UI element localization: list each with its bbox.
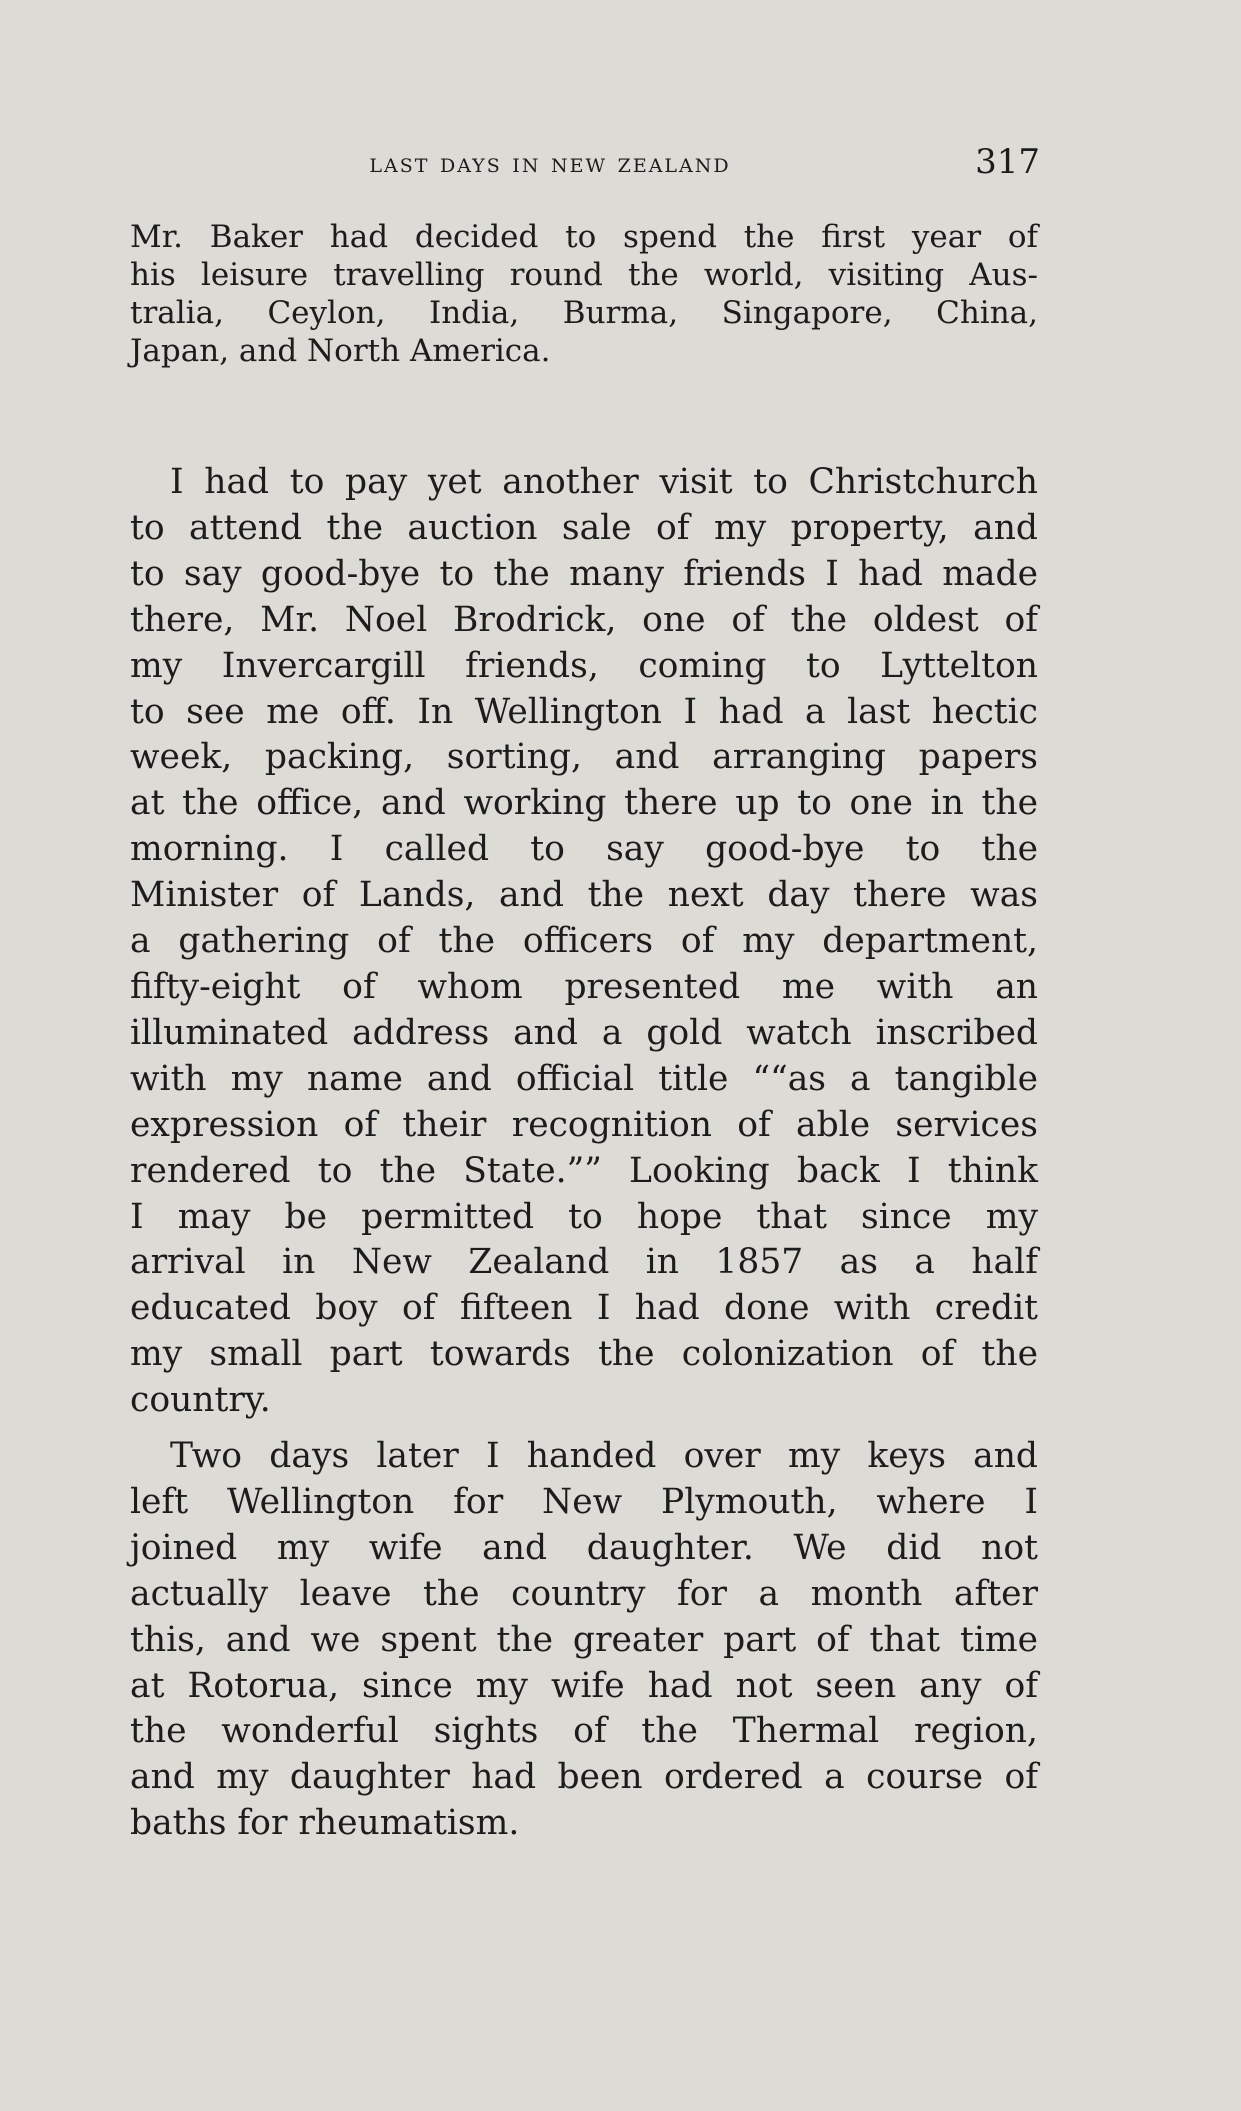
text-line: left Wellington for New Plymouth, where I xyxy=(130,1481,1038,1522)
text-line: fifty-eight of whom presented me with an xyxy=(130,966,1038,1007)
text-line: with my name and official title ““as a tangible xyxy=(130,1058,1038,1099)
page-number: 317 xyxy=(975,142,1040,182)
text-line: joined my wife and daughter. We did not xyxy=(130,1527,1038,1568)
running-head xyxy=(130,142,1040,186)
text-line: arrival in New Zealand in 1857 as a half xyxy=(130,1242,1038,1283)
text-line: educated boy of fifteen I had done with credit xyxy=(130,1288,1038,1329)
text-line: there, Mr. Noel Brodrick, one of the oldest of xyxy=(130,599,1038,640)
text-line: at the office, and working there up to one in the xyxy=(130,783,1038,824)
text-line: baths for rheumatism. xyxy=(130,1803,520,1844)
text-line: illuminated address and a gold watch inscribed xyxy=(130,1012,1038,1053)
note-paragraph-block xyxy=(130,218,1038,370)
text-line: Japan, and North America. xyxy=(130,333,551,369)
paragraph-1 xyxy=(130,460,1038,1424)
text-line: his leisure travelling round the world, visiting Aus- xyxy=(130,257,1038,293)
main-text xyxy=(130,460,1038,1847)
text-line: Mr. Baker had decided to spend the first year of xyxy=(130,219,1038,255)
text-line: to attend the auction sale of my property, and xyxy=(130,507,1038,548)
text-line: to say good-bye to the many friends I had made xyxy=(130,553,1038,594)
text-line: and my daughter had been ordered a course of xyxy=(130,1757,1038,1798)
text-line: my Invercargill friends, coming to Lyttelton xyxy=(130,645,1038,686)
text-line: country. xyxy=(130,1380,271,1421)
text-line: my small part towards the colonization of the xyxy=(130,1334,1038,1375)
text-line: at Rotorua, since my wife had not seen any of xyxy=(130,1665,1038,1706)
text-line: this, and we spent the greater part of that time xyxy=(130,1619,1038,1660)
paragraph-2 xyxy=(130,1434,1038,1847)
note-paragraph xyxy=(130,218,1038,370)
text-line: I may be permitted to hope that since my xyxy=(130,1196,1038,1237)
text-line: morning. I called to say good-bye to the xyxy=(130,829,1038,870)
text-line: actually leave the country for a month after xyxy=(130,1573,1038,1614)
text-line: Two days later I handed over my keys and xyxy=(170,1436,1038,1477)
text-line: expression of their recognition of able services xyxy=(130,1104,1038,1145)
text-line: rendered to the State.”” Looking back I think xyxy=(130,1150,1038,1191)
text-line: a gathering of the officers of my department, xyxy=(130,921,1038,962)
running-title: last days in new zealand xyxy=(369,148,731,179)
text-line: Minister of Lands, and the next day there was xyxy=(130,875,1038,916)
text-line: the wonderful sights of the Thermal region, xyxy=(130,1711,1038,1752)
text-line: week, packing, sorting, and arranging papers xyxy=(130,737,1038,778)
text-line: to see me off. In Wellington I had a last hectic xyxy=(130,691,1038,732)
text-line: tralia, Ceylon, India, Burma, Singapore, China, xyxy=(130,295,1038,331)
text-line: I had to pay yet another visit to Christchurch xyxy=(170,462,1038,502)
